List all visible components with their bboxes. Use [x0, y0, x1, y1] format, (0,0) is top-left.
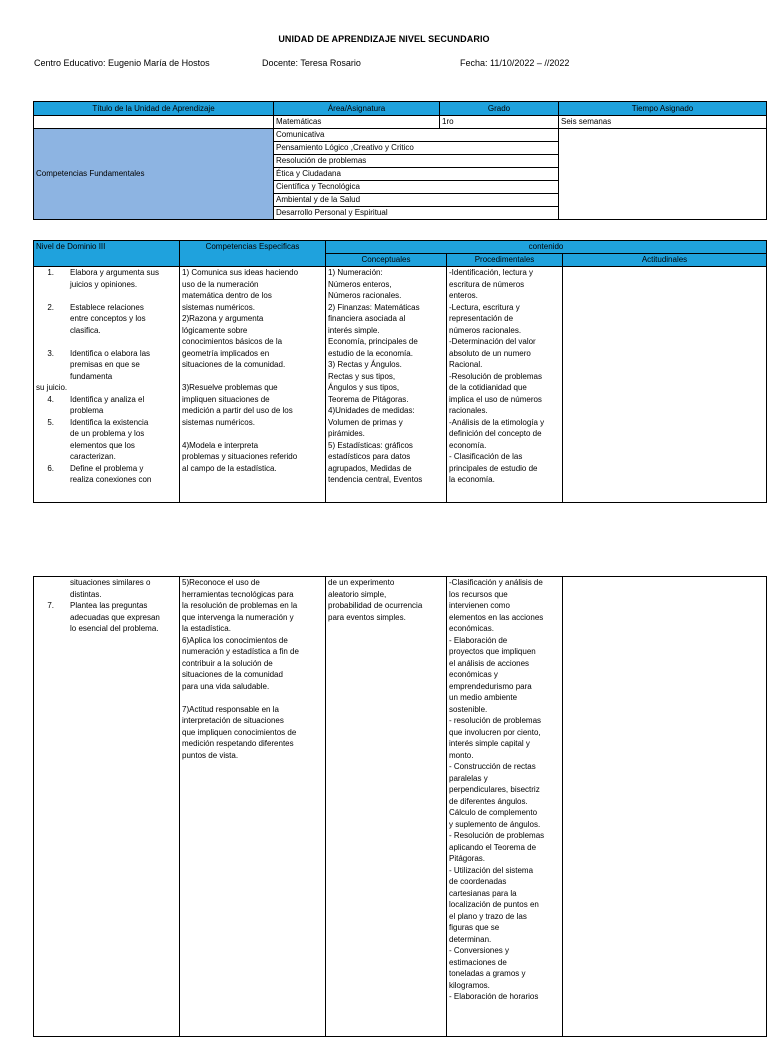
conceptual-line: 2) Finanzas: Matemáticas: [328, 302, 420, 312]
procedimental-line: -Resolución de problemas: [449, 371, 542, 381]
procedimental-line: economía.: [449, 440, 487, 450]
header-competencias-especificas: Competencias Especificas: [180, 241, 326, 267]
procedimental-line: Pitágoras.: [449, 854, 486, 863]
procedimental-line: -Lectura, escritura y: [449, 302, 520, 312]
competencia-especifica-line: 4)Modela e interpreta: [182, 440, 259, 450]
list-text: Identifica o elabora las: [70, 348, 151, 358]
procedimental-line: definición del concepto de: [449, 429, 542, 438]
competencia-especifica-line: 2)Razona y argumenta: [182, 314, 264, 323]
competencia-especifica-line: lógicamente sobre: [182, 325, 248, 335]
nivel-dominio-cell: [34, 267, 180, 503]
procedimental-line: - resolución de problemas: [449, 716, 542, 725]
procedimental-line: de diferentes ángulos.: [449, 796, 528, 806]
nivel-dominio-cell: [34, 577, 180, 1037]
procedimental-line: localización de puntos en: [449, 900, 539, 909]
conceptuales-cell: [326, 577, 447, 1037]
competencia-especifica-line: que impliquen conocimientos de: [182, 727, 297, 737]
nivel-dominio-line: [36, 612, 177, 624]
procedimental-line: números racionales.: [449, 325, 522, 335]
procedimental-line: - Construcción de rectas: [449, 762, 536, 771]
conceptual-line: aleatorio simple,: [328, 589, 387, 599]
list-number: 6.: [47, 463, 54, 473]
conceptual-line: Rectas y sus tipos,: [328, 371, 396, 381]
procedimental-line: el análisis de acciones: [449, 658, 530, 668]
list-text: [70, 337, 72, 346]
conceptual-line: 3) Rectas y Ángulos.: [328, 360, 402, 369]
procedimental-line: - Elaboración de: [449, 635, 508, 645]
competencias-label: Competencias Fundamentales: [34, 129, 274, 220]
procedimental-line: absoluto de un numero: [449, 348, 531, 358]
unit-info-table: [33, 101, 767, 220]
procedimental-line: - Utilización del sistema: [449, 865, 534, 875]
competencia-especifica-line: la resolución de problemas en la: [182, 601, 298, 610]
list-text: premisas en que se: [70, 360, 140, 369]
competencias-especificas-cell: [180, 267, 326, 503]
conceptual-line: tendencia central, Eventos: [328, 475, 423, 484]
list-text: su juicio.: [36, 383, 68, 392]
header-contenido: contenido: [326, 241, 767, 254]
nivel-dominio-line: [36, 267, 177, 279]
competencia-especifica-line: [182, 428, 323, 440]
content-table-part-1: [33, 240, 767, 503]
competencia-especifica-line: interpretación de situaciones: [182, 716, 284, 725]
competencia-item: Comunicativa: [274, 129, 559, 142]
competencia-especifica-line: medición a partir del uso de los: [182, 406, 293, 415]
procedimental-line: Racional.: [449, 360, 483, 369]
grado-value: 1ro: [440, 116, 559, 129]
procedimental-line: económicas y: [449, 670, 498, 679]
actitudinales-cell: [563, 577, 767, 1037]
competencia-especifica-line: puntos de vista.: [182, 750, 239, 760]
procedimental-line: Cálculo de complemento: [449, 808, 538, 817]
procedimental-line: la economía.: [449, 475, 495, 484]
conceptual-line: Ángulos y sus tipos,: [328, 383, 400, 392]
procedimental-line: aplicando el Teorema de: [449, 842, 537, 852]
header-procedimentales: Procedimentales: [447, 254, 563, 267]
competencia-especifica-line: conocimientos básicos de la: [182, 337, 283, 346]
conceptual-line: agrupados, Medidas de: [328, 463, 412, 473]
competencia-especifica-line: contribuir a la solución de: [182, 658, 273, 668]
competencia-especifica-line: uso de la numeración: [182, 279, 259, 289]
nivel-dominio-line: [36, 600, 177, 612]
nivel-dominio-line: [36, 302, 177, 314]
document-title: UNIDAD DE APRENDIZAJE NIVEL SECUNDARIO: [278, 34, 490, 44]
procedimental-line: figuras que se: [449, 923, 500, 932]
competencia-especifica-line: 5)Reconoce el uso de: [182, 578, 260, 587]
list-number: 7.: [47, 601, 54, 610]
procedimental-line: el plano y trazo de las: [449, 911, 527, 921]
procedimental-line: los recursos que: [449, 589, 508, 599]
nivel-dominio-line: [36, 474, 177, 486]
procedimental-line: sostenible.: [449, 704, 488, 714]
area-value: Matemáticas: [274, 116, 440, 129]
procedimental-line: y suplemento de ángulos.: [449, 819, 541, 829]
conceptual-line: estudio de la economía.: [328, 348, 413, 358]
nivel-dominio-line: [36, 336, 177, 348]
list-text: distintas.: [70, 589, 102, 599]
list-text: Establece relaciones: [70, 302, 144, 312]
procedimental-line: estimaciones de: [449, 957, 507, 967]
conceptual-line: 4)Unidades de medidas:: [328, 406, 415, 415]
conceptual-line: pirámides.: [328, 429, 365, 438]
procedimental-line: paralelas y: [449, 773, 488, 783]
list-text: elementos que los: [70, 440, 135, 450]
competencia-especifica-line: geometría implicados en: [182, 348, 270, 358]
procedimental-line: monto.: [449, 750, 474, 760]
procedimental-line: cartesianas para la: [449, 888, 517, 898]
competencia-especifica-line: 1) Comunica sus ideas haciendo: [182, 268, 299, 277]
nivel-dominio-line: [36, 589, 177, 601]
competencia-especifica-line: situaciones de la comunidad.: [182, 360, 286, 369]
procedimental-line: emprendedurismo para: [449, 681, 532, 691]
nivel-dominio-line: [36, 440, 177, 452]
list-text: Identifica la existencia: [70, 417, 149, 427]
procedimental-line: perpendiculares, bisectriz: [449, 785, 540, 794]
competencia-especifica-line: numeración y estadística a fin de: [182, 647, 299, 656]
list-text: Elabora y argumenta sus: [70, 268, 159, 277]
procedimental-line: proyectos que impliquen: [449, 647, 536, 656]
competencia-especifica-line: situaciones de la comunidad: [182, 670, 283, 679]
tiempo-value: Seis semanas: [559, 116, 767, 129]
nivel-dominio-line: [36, 405, 177, 417]
conceptual-line: financiera asociada al: [328, 314, 406, 323]
list-text: entre conceptos y los: [70, 314, 146, 323]
conceptual-line: Números racionales.: [328, 291, 402, 300]
procedimental-line: enteros.: [449, 291, 478, 300]
empty-cell: [559, 129, 767, 220]
fecha: Fecha: 11/10/2022 – //2022: [460, 58, 570, 68]
list-text: de un problema y los: [70, 429, 145, 438]
competencias-especificas-cell: [180, 577, 326, 1037]
list-text: situaciones similares o: [70, 578, 151, 587]
header-tiempo: Tiempo Asignado: [559, 102, 767, 116]
competencia-especifica-line: 3)Resuelve problemas que: [182, 383, 278, 392]
procedimental-line: determinan.: [449, 934, 492, 944]
procedimental-line: -Clasificación y análisis de: [449, 578, 543, 587]
nivel-dominio-line: [36, 394, 177, 406]
header-conceptuales: Conceptuales: [326, 254, 447, 267]
list-text: juicios y opiniones.: [70, 279, 138, 289]
nivel-dominio-line: [36, 577, 177, 589]
competencia-especifica-line: matemática dentro de los: [182, 291, 272, 300]
actitudinales-cell: [563, 267, 767, 503]
procedimental-line: de la cotidianidad que: [449, 383, 527, 392]
competencia-especifica-line: problemas y situaciones referido: [182, 452, 298, 461]
procedimental-line: de coordenadas: [449, 877, 507, 886]
list-text: caracterizan.: [70, 452, 116, 461]
competencia-especifica-line: sistemas numéricos.: [182, 302, 255, 312]
list-text: realiza conexiones con: [70, 475, 152, 484]
procedimental-line: intervienen como: [449, 601, 510, 610]
nivel-dominio-line: [36, 290, 177, 302]
procedimental-line: implica el uso de números: [449, 394, 542, 404]
conceptual-line: probabilidad de ocurrencia: [328, 601, 423, 610]
list-text: adecuadas que expresan: [70, 612, 160, 622]
competencia-especifica-line: para una vida saludable.: [182, 681, 270, 691]
procedimental-line: - Conversiones y: [449, 946, 510, 955]
centro-educativo: Centro Educativo: Eugenio María de Hostos: [34, 58, 210, 68]
procedimental-line: que involucren por ciento,: [449, 727, 541, 737]
list-text: fundamenta: [70, 371, 113, 381]
procedimental-line: interés simple capital y: [449, 739, 530, 748]
header-nivel-dominio: Nivel de Dominio III: [34, 241, 180, 267]
competencia-especifica-line: herramientas tecnológicas para: [182, 589, 294, 599]
competencia-item: Ética y Ciudadana: [274, 168, 559, 181]
nivel-dominio-line: [36, 417, 177, 429]
list-number: 2.: [47, 302, 54, 312]
procedimental-line: kilogramos.: [449, 980, 490, 990]
conceptual-line: Números enteros,: [328, 279, 392, 289]
competencia-especifica-line: sistemas numéricos.: [182, 417, 255, 427]
header-actitudinales: Actitudinales: [563, 254, 767, 267]
competencia-item: Resolución de problemas: [274, 155, 559, 168]
competencia-especifica-line: impliquen situaciones de: [182, 394, 270, 404]
content-table-part-2: [33, 576, 767, 1037]
list-text: Identifica y analiza el: [70, 394, 145, 404]
competencia-especifica-line: 7)Actitud responsable en la: [182, 704, 279, 714]
list-text: clasifica.: [70, 325, 101, 335]
procedimentales-cell: [447, 577, 563, 1037]
list-number: 5.: [47, 417, 54, 427]
conceptual-line: 1) Numeración:: [328, 268, 383, 277]
list-text: problema: [70, 406, 104, 415]
conceptual-line: Teorema de Pitágoras.: [328, 394, 409, 404]
procedimental-line: elementos en las acciones: [449, 612, 544, 622]
procedimental-line: -Identificación, lectura y: [449, 268, 534, 277]
conceptual-line: estadísticos para datos: [328, 452, 411, 461]
header-area: Área/Asignatura: [274, 102, 440, 116]
procedimental-line: un medio ambiente: [449, 693, 518, 702]
procedimental-line: económicas.: [449, 624, 494, 633]
docente: Docente: Teresa Rosario: [262, 58, 361, 68]
nivel-dominio-line: [36, 279, 177, 291]
competencia-especifica-line: al campo de la estadística.: [182, 463, 277, 473]
procedimental-line: racionales.: [449, 406, 488, 415]
list-number: 3.: [47, 348, 54, 358]
conceptual-line: interés simple.: [328, 325, 380, 335]
list-text: [70, 291, 72, 300]
nivel-dominio-line: [36, 451, 177, 463]
list-number: 1.: [47, 268, 54, 277]
conceptual-line: 5) Estadísticas: gráficos: [328, 440, 413, 450]
nivel-dominio-line: [36, 359, 177, 371]
procedimental-line: -Análisis de la etimología y: [449, 417, 545, 427]
titulo-value: [34, 116, 274, 129]
competencia-especifica-line: medición respetando diferentes: [182, 739, 294, 748]
procedimental-line: escritura de números: [449, 279, 525, 289]
conceptual-line: de un experimento: [328, 578, 395, 587]
competencia-item: Desarrollo Personal y Espiritual: [274, 207, 559, 220]
procedimental-line: representación de: [449, 314, 514, 323]
conceptuales-cell: [326, 267, 447, 503]
competencia-item: Ambiental y de la Salud: [274, 194, 559, 207]
list-number: 4.: [47, 394, 54, 404]
nivel-dominio-line: [36, 313, 177, 325]
nivel-dominio-line: [36, 382, 177, 394]
procedimental-line: toneladas a gramos y: [449, 969, 526, 978]
competencia-especifica-line: [182, 692, 323, 704]
conceptual-line: Volumen de primas y: [328, 417, 403, 427]
list-text: Plantea las preguntas: [70, 601, 148, 610]
nivel-dominio-line: [36, 623, 177, 635]
nivel-dominio-line: [36, 348, 177, 360]
header-grado: Grado: [440, 102, 559, 116]
procedimental-line: -Determinación del valor: [449, 337, 536, 346]
procedimental-line: principales de estudio de: [449, 463, 538, 473]
competencia-item: Pensamiento Lógico ,Creativo y Critico: [274, 142, 559, 155]
procedimental-line: - Clasificación de las: [449, 452, 523, 461]
list-text: lo esencial del problema.: [70, 624, 159, 633]
header-titulo: Título de la Unidad de Aprendizaje: [34, 102, 274, 116]
procedimental-line: - Elaboración de horarios: [449, 992, 539, 1001]
competencia-especifica-line: la estadística.: [182, 624, 231, 633]
conceptual-line: Economía, principales de: [328, 337, 418, 346]
nivel-dominio-line: [36, 463, 177, 475]
procedimental-line: - Resolución de problemas: [449, 831, 545, 840]
procedimentales-cell: [447, 267, 563, 503]
nivel-dominio-line: [36, 325, 177, 337]
competencia-especifica-line: 6)Aplica los conocimientos de: [182, 635, 288, 645]
competencia-item: Científica y Tecnológica: [274, 181, 559, 194]
competencia-especifica-line: [182, 371, 323, 383]
list-text: Define el problema y: [70, 463, 144, 473]
competencia-especifica-line: que intervenga la numeración y: [182, 612, 294, 622]
nivel-dominio-line: [36, 428, 177, 440]
conceptual-line: para eventos simples.: [328, 612, 406, 622]
nivel-dominio-line: [36, 371, 177, 383]
